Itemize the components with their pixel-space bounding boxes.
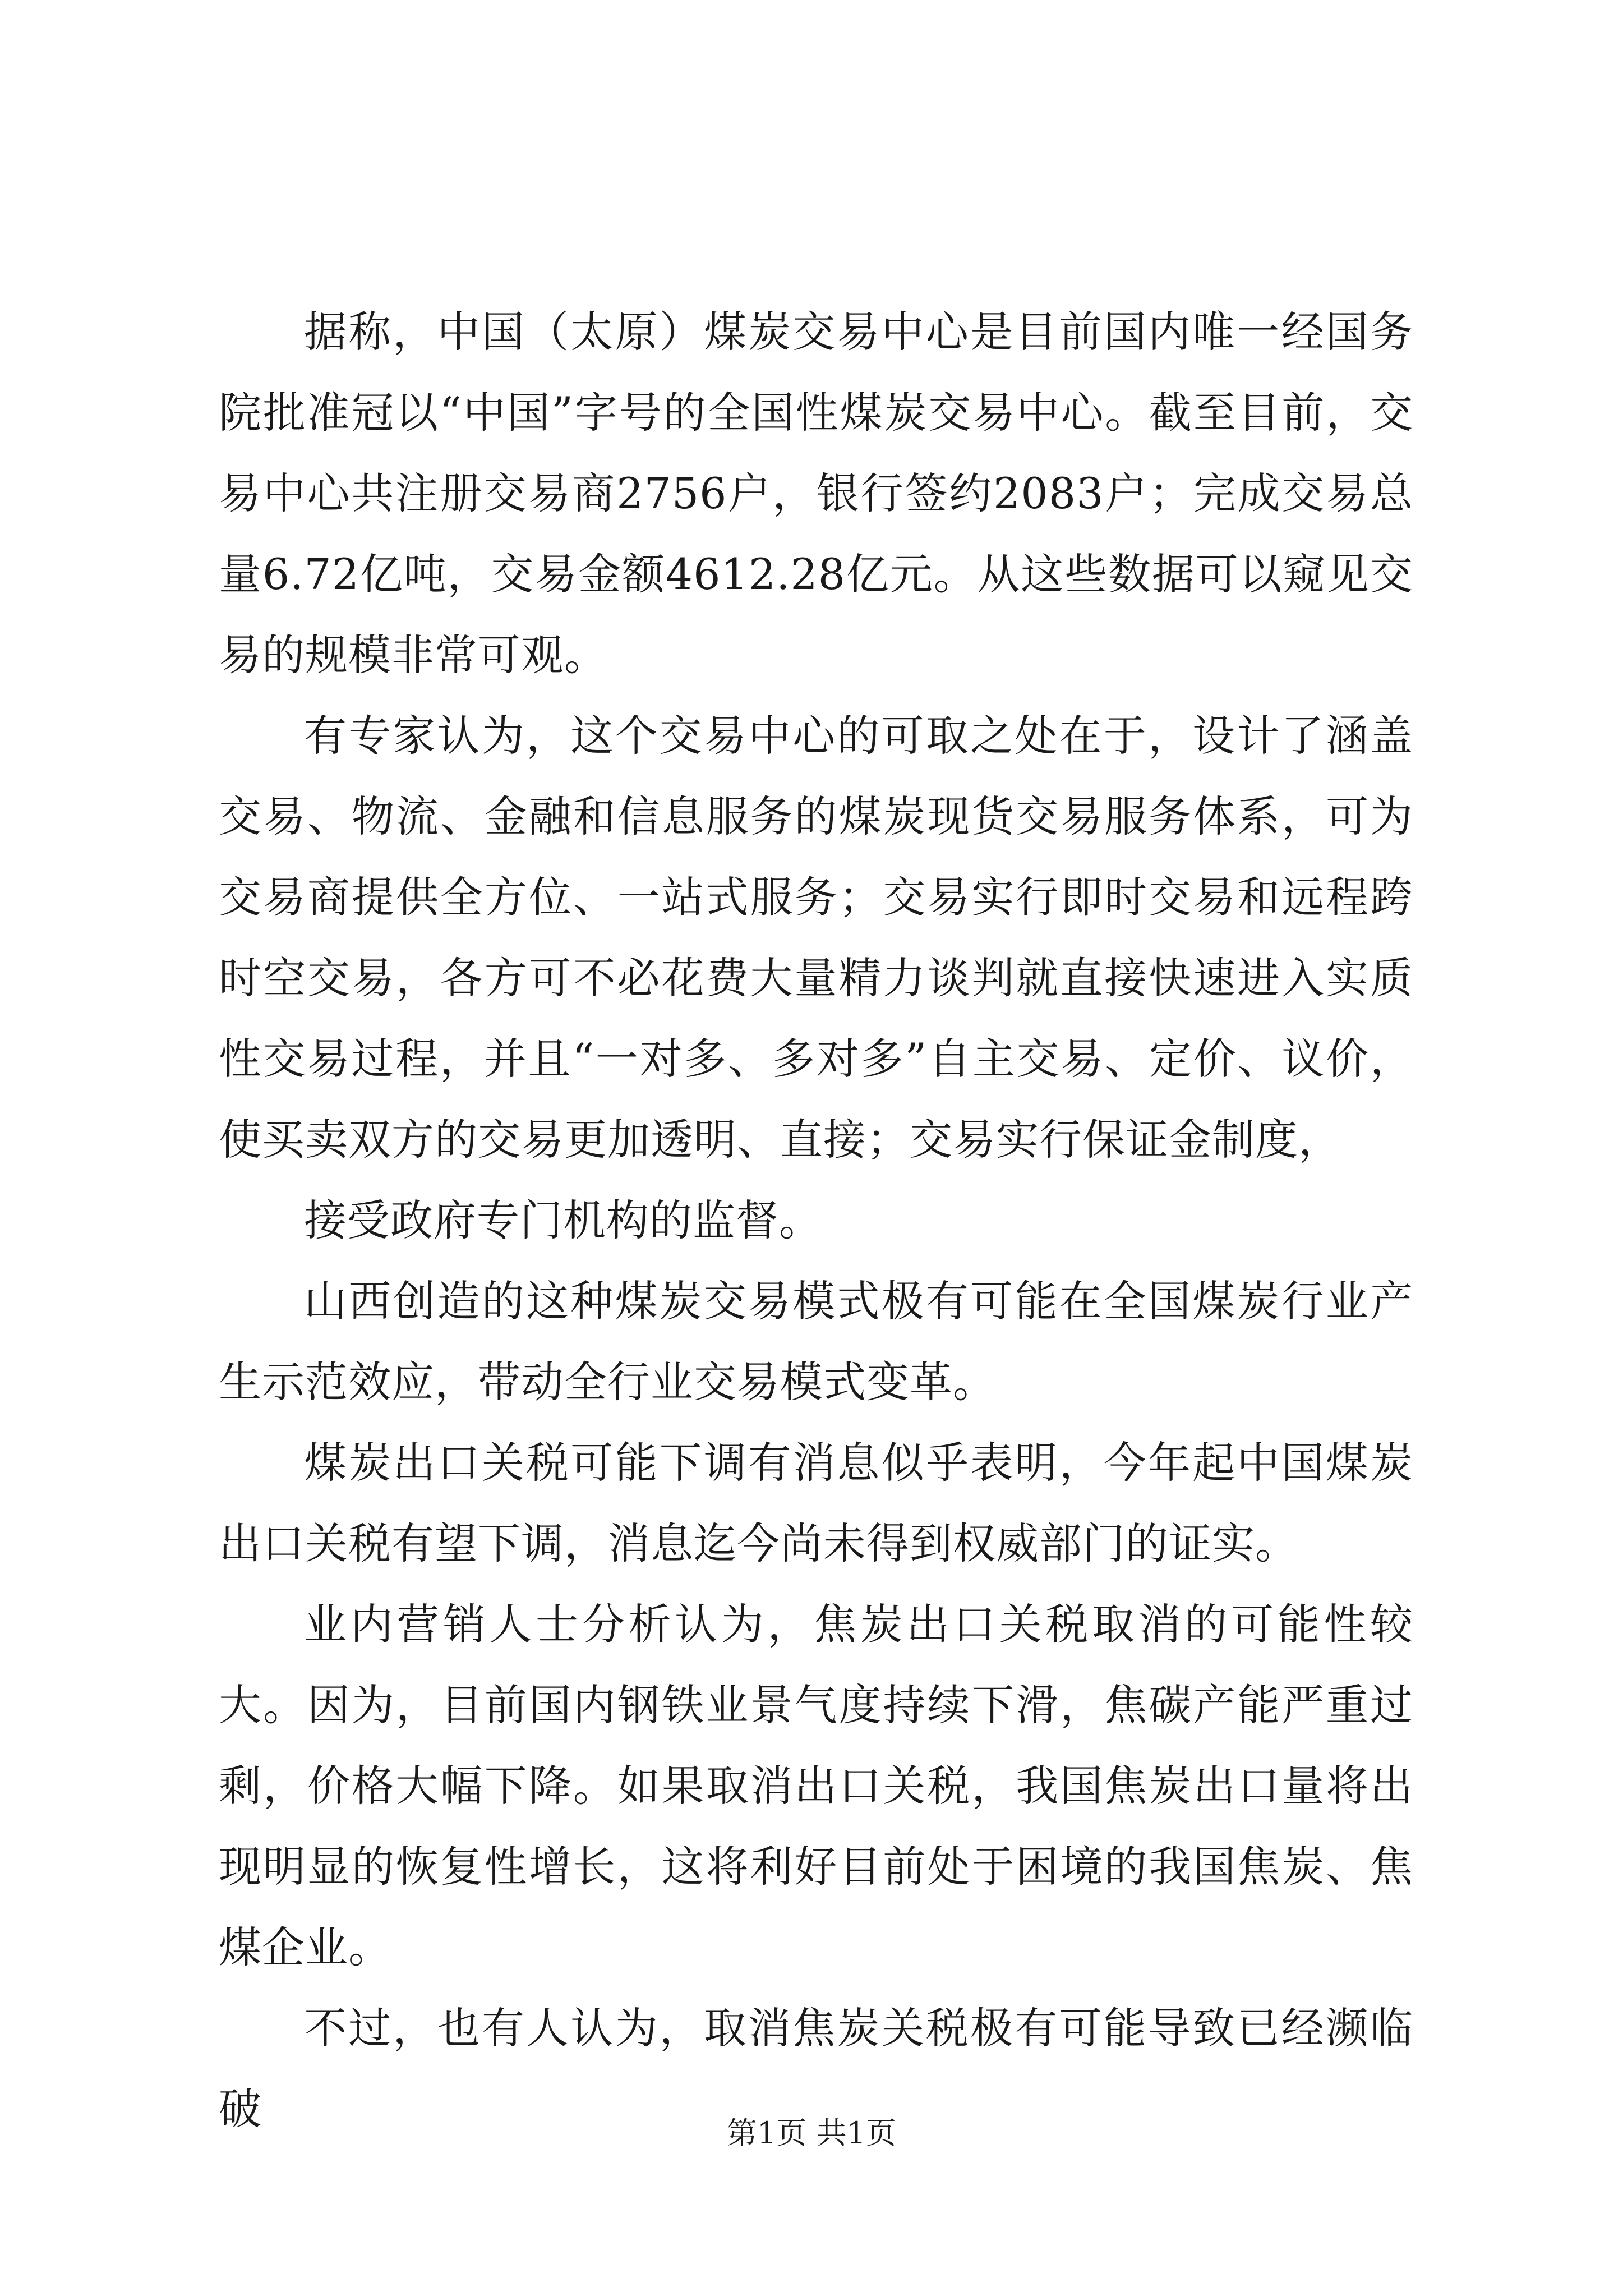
document-body [219,292,1413,2150]
paragraph-3: 接受政府专门机构的监督。 [304,1195,822,1245]
page-footer [0,2109,1623,2152]
paragraph-4: 山西创造的这种煤炭交易模式极有可能在全国煤炭行业产生示范效应，带动全行业交易模式变革。 [219,1276,1413,1407]
paragraph-5: 煤炭出口关税可能下调有消息似乎表明，今年起中国煤炭出口关税有望下调，消息迄今尚未得到权威部门的证实。 [219,1438,1413,1568]
paragraph-6: 业内营销人士分析认为，焦炭出口关税取消的可能性较大。因为，目前国内钢铁业景气度持续下滑，焦碳产能严重过剩，价格大幅下降。如果取消出口关税，我国焦炭出口量将出现明显的恢复性增长，这将利好目前处于困境的我国焦炭、焦煤企业。 [219,1599,1413,1972]
paragraph-7: 不过，也有人认为，取消焦炭关税极有可能导致已经濒临破 [219,2003,1413,2134]
paragraph-2: 有专家认为，这个交易中心的可取之处在于，设计了涵盖交易、物流、金融和信息服务的煤炭现货交易服务体系，可为交易商提供全方位、一站式服务；交易实行即时交易和远程跨时空交易，各方可不必花费大量精力谈判就直接快速进入实质性交易过程，并且“一对多、多对多”自主交易、定价、议价，使买卖双方的交易更加透明、直接；交易实行保证金制度， [219,711,1413,1165]
page-number-label: 第1页 共1页 [727,2115,896,2151]
paragraph-1: 据称，中国（太原）煤炭交易中心是目前国内唯一经国务院批准冠以“中国”字号的全国性煤炭交易中心。截至目前，交易中心共注册交易商2756户，银行签约2083户；完成交易总量6.72亿吨，交易金额4612.28亿元。从这些数据可以窥见交易的规模非常可观。 [219,307,1413,680]
